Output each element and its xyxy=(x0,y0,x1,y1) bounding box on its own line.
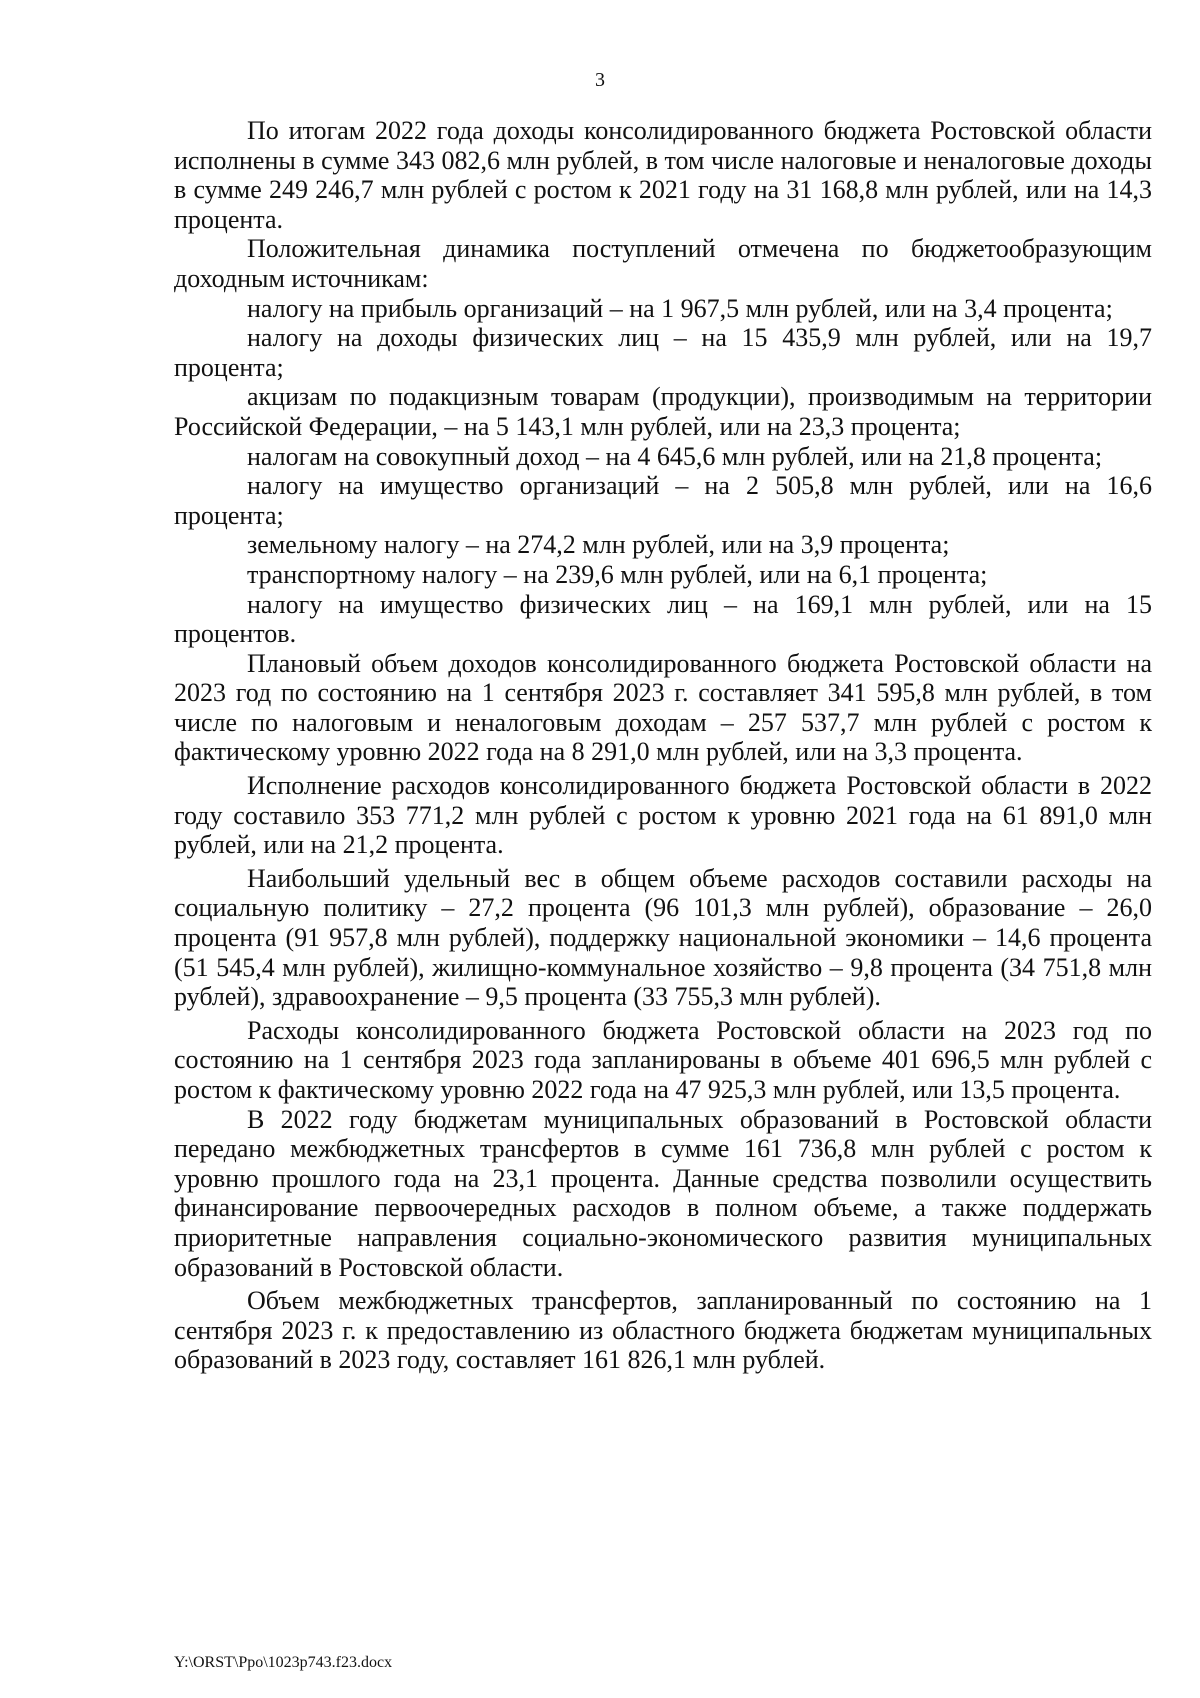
document-body xyxy=(174,116,1152,1375)
page-number: 3 xyxy=(595,69,605,91)
list-item-profit-tax: налогу на прибыль организаций – на 1 967,5 млн рублей, или на 3,4 процента; xyxy=(247,293,1113,323)
paragraph-expenditure-2022: Исполнение расходов консолидированного бюджета Ростовской области в 2022 году составило 353 771,2 млн рублей с ростом к уровню 2021 года на 61 891,0 млн рублей, или на 21,2 процента. xyxy=(174,771,1152,860)
paragraph-planned-expenditure-2023: Расходы консолидированного бюджета Ростовской области на 2023 год по состоянию на 1 сентября 2023 года запланированы в объеме 401 696,5 млн рублей с ростом к фактическому уровню 2022 года на 47 925,3 млн рублей, или 13,5 процента. xyxy=(174,1015,1152,1104)
list-item-aggregate-income-tax: налогам на совокупный доход – на 4 645,6 млн рублей, или на 21,8 процента; xyxy=(247,441,1103,471)
paragraph-expenditure-structure: Наибольший удельный вес в общем объеме расходов составили расходы на социальную политику – 27,2 процента (96 101,3 млн рублей), образование – 26,0 процента (91 957,8 млн рублей), поддержку национальной экономики – 14,6 процента (51 545,4 млн рублей), жилищно-коммунальное хозяйство – 9,8 процента (34 751,8 млн рублей), здравоохранение – 9,5 процента (33 755,3 млн рублей). xyxy=(174,863,1152,1012)
paragraph-transfers-2023: Объем межбюджетных трансфертов, запланированный по состоянию на 1 сентября 2023 г. к предоставлению из областного бюджета бюджетам муниципальных образований в 2023 году, составляет 161 826,1 млн рублей. xyxy=(174,1286,1152,1375)
list-item-land-tax: земельному налогу – на 274,2 млн рублей, или на 3,9 процента; xyxy=(247,530,950,560)
list-item-personal-income-tax: налогу на доходы физических лиц – на 15 435,9 млн рублей, или на 19,7 процента; xyxy=(174,323,1152,382)
paragraph-planned-revenue-2023: Плановый объем доходов консолидированного бюджета Ростовской области на 2023 год по состоянию на 1 сентября 2023 г. составляет 341 595,8 млн рублей, в том числе по налоговым и неналоговым доходам – 257 537,7 млн рублей с ростом к фактическому уровню 2022 года на 8 291,0 млн рублей, или на 3,3 процента. xyxy=(174,648,1152,767)
footer-file-path: Y:\ORST\Ppo\1023p743.f23.docx xyxy=(174,1654,393,1671)
list-item-personal-property-tax: налогу на имущество физических лиц – на 169,1 млн рублей, или на 15 процентов. xyxy=(174,589,1152,649)
list-item-excise: акцизам по подакцизным товарам (продукции), производимым на территории Российской Федерации, – на 5 143,1 млн рублей, или на 23,3 процента; xyxy=(174,382,1152,441)
list-item-corporate-property-tax: налогу на имущество организаций – на 2 505,8 млн рублей, или на 16,6 процента; xyxy=(174,471,1152,530)
paragraph-positive-dynamics: Положительная динамика поступлений отмечена по бюджетообразующим доходным источникам: xyxy=(174,234,1152,293)
paragraph-revenue-2022: По итогам 2022 года доходы консолидированного бюджета Ростовской области исполнены в сумме 343 082,6 млн рублей, в том числе налоговые и неналоговые доходы в сумме 249 246,7 млн рублей с ростом к 2021 году на 31 168,8 млн рублей, или на 14,3 процента. xyxy=(174,116,1152,234)
list-item-transport-tax: транспортному налогу – на 239,6 млн рублей, или на 6,1 процента; xyxy=(247,559,988,589)
paragraph-transfers-2022: В 2022 году бюджетам муниципальных образований в Ростовской области передано межбюджетных трансфертов в сумме 161 736,8 млн рублей с ростом к уровню прошлого года на 23,1 процента. Данные средства позволили осуществить финансирование первоочередных расходов в полном объеме, а также поддержать приоритетные направления социально-экономического развития муниципальных образований в Ростовской области. xyxy=(174,1104,1152,1282)
